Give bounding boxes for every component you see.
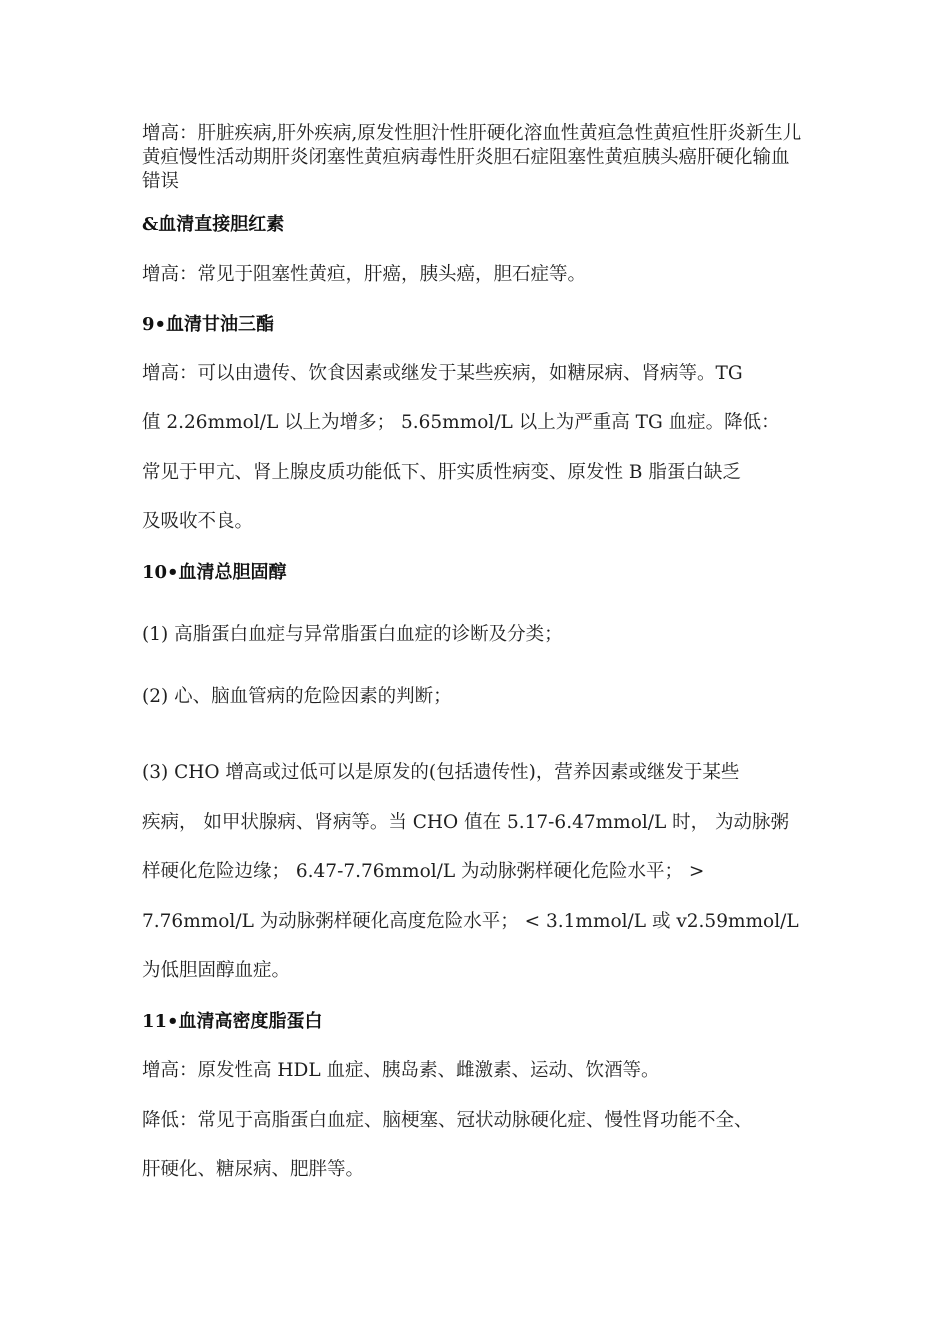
- section-10-item-3-line-4: 7.76mmol/L 为动脉粥样硬化高度危险水平； < 3.1mmol/L 或 v2.59mmol/L: [142, 911, 799, 932]
- section-10-item-3-line-1: (3) CHO 增高或过低可以是原发的(包括遗传性)，营养因素或继发于某些: [142, 762, 740, 783]
- section-11-heading: 11•血清高密度脂蛋白: [142, 1011, 323, 1032]
- section-10-item-3-line-3: 样硬化危险边缘； 6.47-7.76mmol/L 为动脉粥样硬化危险水平； >: [142, 861, 705, 882]
- section-9-line-1: 增高：可以由遗传、饮食因素或继发于某些疾病，如糖尿病、肾病等。TG: [142, 363, 743, 384]
- section-8-heading: &血清直接胆红素: [142, 214, 285, 235]
- section-9-line-2: 值 2.26mmol/L 以上为增多； 5.65mmol/L 以上为严重高 TG 血症。降低：: [142, 412, 780, 433]
- section-10-item-3-line-5: 为低胆固醇血症。: [142, 960, 291, 981]
- section-10-item-3-line-2: 疾病， 如甲状腺病、肾病等。当 CHO 值在 5.17-6.47mmol/L 时， 为动脉粥: [142, 812, 790, 833]
- section-8-line-1: 增高：常见于阻塞性黄疸，肝癌，胰头癌，胆石症等。: [142, 264, 587, 285]
- section-11-line-1: 增高：原发性高 HDL 血症、胰岛素、雌激素、运动、饮酒等。: [142, 1060, 660, 1081]
- section-10-item-1: (1) 高脂蛋白血症与异常脂蛋白血症的诊断及分类；: [142, 624, 563, 645]
- section-9-line-3: 常见于甲亢、肾上腺皮质功能低下、肝实质性病变、原发性 B 脂蛋白缺乏: [142, 462, 741, 483]
- section-11-line-3: 肝硬化、糖尿病、肥胖等。: [142, 1159, 365, 1180]
- section-10-item-2: (2) 心、脑血管病的危险因素的判断；: [142, 686, 452, 707]
- section-11-line-2: 降低：常见于高脂蛋白血症、脑梗塞、冠状动脉硬化症、慢性肾功能不全、: [142, 1110, 753, 1131]
- section-10-heading: 10•血清总胆固醇: [142, 562, 287, 583]
- section-9-heading: 9•血清甘油三酯: [142, 314, 275, 335]
- section-9-line-4: 及吸收不良。: [142, 511, 254, 532]
- intro-paragraph: 增高：肝脏疾病,肝外疾病,原发性胆汁性肝硬化溶血性黄疸急性黄疸性肝炎新生儿黄疸慢性活动期肝炎闭塞性黄疸病毒性肝炎胆石症阻塞性黄疸胰头癌肝硬化输血错误: [142, 123, 802, 192]
